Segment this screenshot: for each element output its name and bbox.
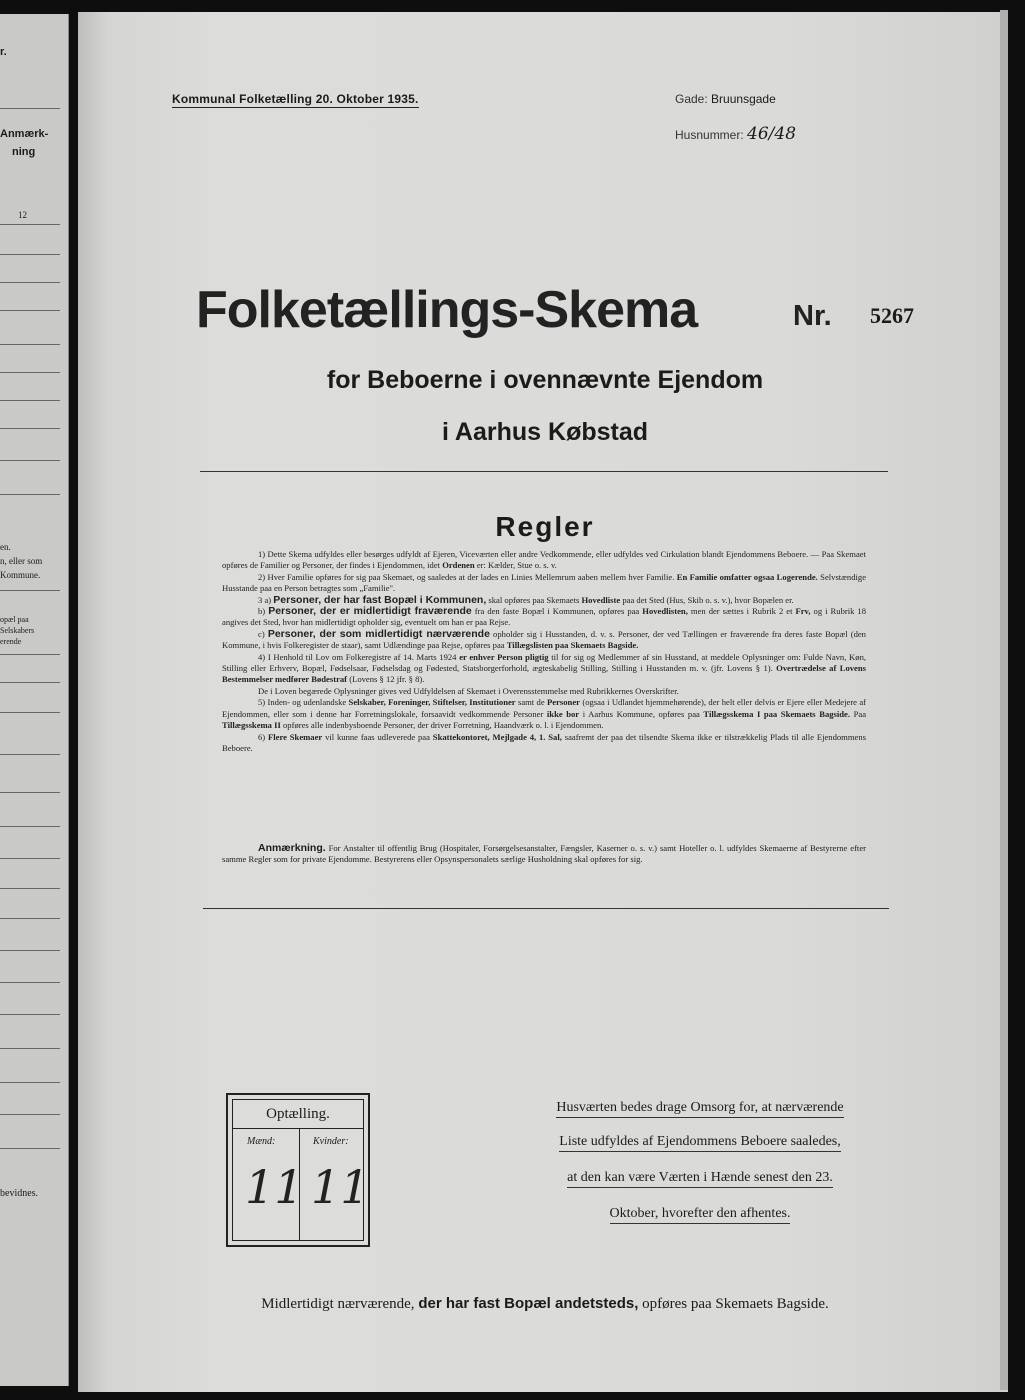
- section-divider: [203, 908, 889, 909]
- rule-4-cont: De i Loven begærede Oplysninger gives ved Udfyldelsen af Skemaet i Overensstemmelse med Rubrikkernes Overskrifter.: [258, 685, 679, 696]
- rule-2: 2) Hver Familie opføres for sig paa Skemaet, og saaledes at der lades en Linies Mellemrum aaben mellem hver Familie. En Familie omfatter ogsaa Logerende. Selvstændige Husstande paa en Person betragtes som „Familie".: [222, 571, 867, 594]
- form-subtitle-1: for Beboerne i ovennævnte Ejendom: [326, 366, 764, 394]
- left-fragment: en.: [0, 542, 11, 552]
- street-label: Gade:: [675, 92, 708, 106]
- remark-note: [222, 843, 866, 866]
- left-page-top-char: r.: [0, 46, 7, 58]
- street-value: Bruunsgade: [711, 92, 776, 106]
- street-field: [675, 92, 776, 106]
- form-title: Folketællings-Skema: [196, 281, 698, 339]
- rules-heading: Regler: [495, 511, 595, 542]
- count-box: [226, 1093, 370, 1247]
- remark-text: For Anstalter til offentlig Brug (Hospitaler, Forsørgelsesanstalter, Fængsler, Kaserner o. s. v.) samt Hoteller o. l. udfyldes Skemaerne af Bestyrerne efter samme Regler som for private Ejendomme. Bestyrerens eller Opsynspersonalets særlige Husholdning skal opføres for sig.: [222, 843, 866, 865]
- left-fragment: opæl paa: [0, 615, 29, 624]
- footer-note: Midlertidigt nærværende, der har fast Bopæl andetsteds, opføres paa Skemaets Bagside.: [261, 1295, 829, 1312]
- notice-line: at den kan være Værten i Hænde senest den 23.: [567, 1170, 833, 1188]
- women-count: 11: [311, 1160, 370, 1214]
- count-box-inner: [232, 1099, 370, 1241]
- page-edge: [1000, 10, 1008, 1390]
- left-fragment: erende: [0, 637, 22, 646]
- rule-5: 5) Inden- og udenlandske Selskaber, Foreninger, Stiftelser, Institutioner samt de Personer (ogsaa i Udlandet hjemmehørende), der helt eller delvis er Ejere eller Medejere af Ejendommen, eller som i denne har Forretningslokale, forsaavidt vedkommende Personer ikke bor i Aarhus Kommune, opføres paa Tillægsskema I paa Skemaets Bagside. Paa Tillægsskema II opføres alle indenbysboende Personer, der driver Forretning, Haandværk o. l. i Ejendommen.: [222, 697, 867, 731]
- left-page-heading-2: ning: [12, 146, 36, 158]
- divider: [0, 224, 60, 225]
- divider: [233, 1128, 363, 1129]
- rules-text: [222, 549, 866, 754]
- rule-6: 6) Flere Skemaer vil kunne faas udleverede paa Skattekontoret, Mejlgade 4, 1. Sal, saafremt der paa det tilsendte Skema ikke er tilstrækkelig Plads til alle Ejendommens Beboere.: [222, 731, 867, 753]
- form-subtitle-2: i Aarhus Købstad: [441, 418, 649, 446]
- left-page-column-number: 12: [18, 210, 27, 220]
- rule-4: 4) I Henhold til Lov om Folkeregistre af 14. Marts 1924 er enhver Person pligtig til for sig og Medlemmer af sin Husstand, at meddele Oplysninger om: Fulde Navn, Køn, Stilling eller Erhverv, Bopæl, Fødselsaar, Fødselsdag og Fødested, Statsborgerforhold, ægteskabelig Stilling, Stilling i Husstanden m. v. (jfr. Lovens § 1). Overtrædelse af Lovens Bestemmelser medfører Bødestraf (Lovens § 12 jfr. § 8).: [222, 651, 867, 685]
- men-label: Mænd:: [247, 1136, 276, 1147]
- section-divider: [200, 471, 888, 472]
- house-number-label: Husnummer:: [675, 128, 744, 142]
- men-count: 11: [245, 1160, 304, 1214]
- notice-line: Liste udfyldes af Ejendommens Beboere saaledes,: [559, 1134, 840, 1152]
- house-number-field: [675, 124, 796, 144]
- house-number-value: 46/48: [747, 124, 797, 144]
- remark-label: Anmærkning.: [258, 842, 326, 854]
- women-label: Kvinder:: [313, 1136, 349, 1147]
- census-title-line: Kommunal Folketælling 20. Oktober 1935.: [172, 92, 419, 106]
- previous-page-strip: [0, 14, 69, 1386]
- left-fragment: bevidnes.: [0, 1188, 39, 1199]
- rule-3b: b) Personer, der er midlertidigt fraværende fra den faste Bopæl i Kommunen, opføres paa Hovedlisten, men der sættes i Rubrik 2 et Frv, og i Rubrik 18 angives det Sted, hvor han midlertidigt opholder sig, eventuelt om han er paa Rejse.: [222, 605, 867, 628]
- divider: [0, 108, 60, 109]
- count-title: Optælling.: [266, 1106, 330, 1122]
- form-number: 5267: [870, 303, 914, 328]
- notice-line: Oktober, hvorefter den afhentes.: [610, 1206, 791, 1224]
- rule-1: 1) Dette Skema udfyldes eller besørges udfyldt af Ejeren, Viceværten eller andre Vedkommende, eller udfyldes ved Cirkulation blandt Ejendommens Beboere. — Paa Skemaet opføres de Familier og Personer, der findes i Ejendommen, idet Ordenen er: Kælder, Stue o. s. v.: [222, 549, 866, 571]
- rule-3c: c) Personer, der som midlertidigt nærværende opholder sig i Husstanden, d. v. s. Personer, der ved Tællingen er fraværende fra deres faste Bopæl (den Kommune, i hvis Folkeregister de staar), samt Udlændinge paa Rejse, opføres paa Tillægslisten paa Skemaets Bagside.: [222, 627, 866, 651]
- left-page-heading-1: Anmærk-: [0, 128, 49, 140]
- rule-3a: 3 a) Personer, der har fast Bopæl i Kommunen, skal opføres paa Skemaets Hovedliste paa det Sted (Hus, Skib o. s. v.), hvor Bopælen er.: [258, 593, 794, 606]
- left-fragment: n, eller som: [0, 556, 43, 566]
- notice-line: Husværten bedes drage Omsorg for, at nærværende: [556, 1100, 843, 1118]
- left-fragment: Kommune.: [0, 570, 41, 580]
- left-fragment: Selskabers: [0, 626, 35, 635]
- form-nr-label: Nr.: [793, 300, 832, 332]
